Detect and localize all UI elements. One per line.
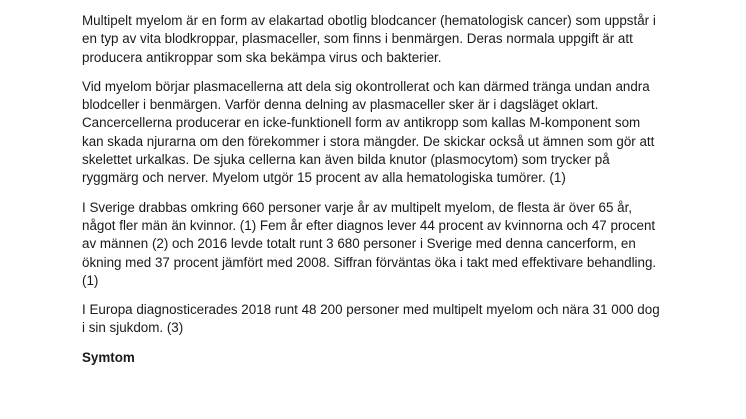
paragraph-line: Cancercellerna producerar en icke-funktionell form av antikropp som kallas M-komponent som bbox=[82, 115, 641, 131]
paragraph-line: något fler män än kvinnor. (1) Fem år efter diagnos lever 44 procent av kvinnorna och 47 procent bbox=[82, 217, 656, 233]
paragraph-line: blodceller i benmärgen. Varför denna delning av plasmaceller sker är i dagsläget oklart. bbox=[82, 97, 599, 113]
paragraph-line: ryggmärg och nerver. Myelom utgör 15 procent av alla hematologiska tumörer. (1) bbox=[82, 170, 566, 186]
paragraph-line: av männen (2) och 2016 levde totalt runt 3 680 personer i Sverige med denna cancerform, en bbox=[82, 236, 636, 252]
paragraph-line: en typ av vita blodkroppar, plasmaceller, som finns i benmärgen. Deras normala uppgift är att bbox=[82, 31, 633, 47]
section-heading-symptoms: Symtom bbox=[82, 349, 135, 365]
paragraph-line: ökning med 37 procent jämfört med 2008. Siffran förväntas öka i takt med effektivare behandling. bbox=[82, 254, 657, 270]
paragraph-intro bbox=[82, 12, 742, 67]
paragraph-line: kan skada njurarna om den förekommer i stora mängder. De skickar också ut ämnen som gör att bbox=[82, 133, 655, 149]
paragraph-line: i sin sjukdom. (3) bbox=[82, 320, 184, 336]
paragraph-mechanism bbox=[82, 78, 742, 188]
document-page bbox=[82, 12, 742, 367]
paragraph-sweden-stats bbox=[82, 199, 742, 290]
paragraph-line: Vid myelom börjar plasmacellerna att dela sig okontrollerat och kan därmed tränga undan andra bbox=[82, 78, 650, 94]
paragraph-line: skelettet urkalkas. De sjuka cellerna kan även bilda knutor (plasmocytom) som trycker på bbox=[82, 152, 610, 168]
paragraph-line: Multipelt myelom är en form av elakartad obotlig blodcancer (hematologisk cancer) som uppstår i bbox=[82, 13, 656, 28]
paragraph-line: I Europa diagnosticerades 2018 runt 48 200 personer med multipelt myelom och nära 31 000 dog bbox=[82, 302, 660, 318]
paragraph-europe-stats bbox=[82, 301, 742, 338]
paragraph-line: producera antikroppar som ska bekämpa virus och bakterier. bbox=[82, 49, 442, 65]
paragraph-line: I Sverige drabbas omkring 660 personer varje år av multipelt myelom, de flesta är över 65 år, bbox=[82, 199, 633, 215]
paragraph-line: (1) bbox=[82, 272, 99, 288]
